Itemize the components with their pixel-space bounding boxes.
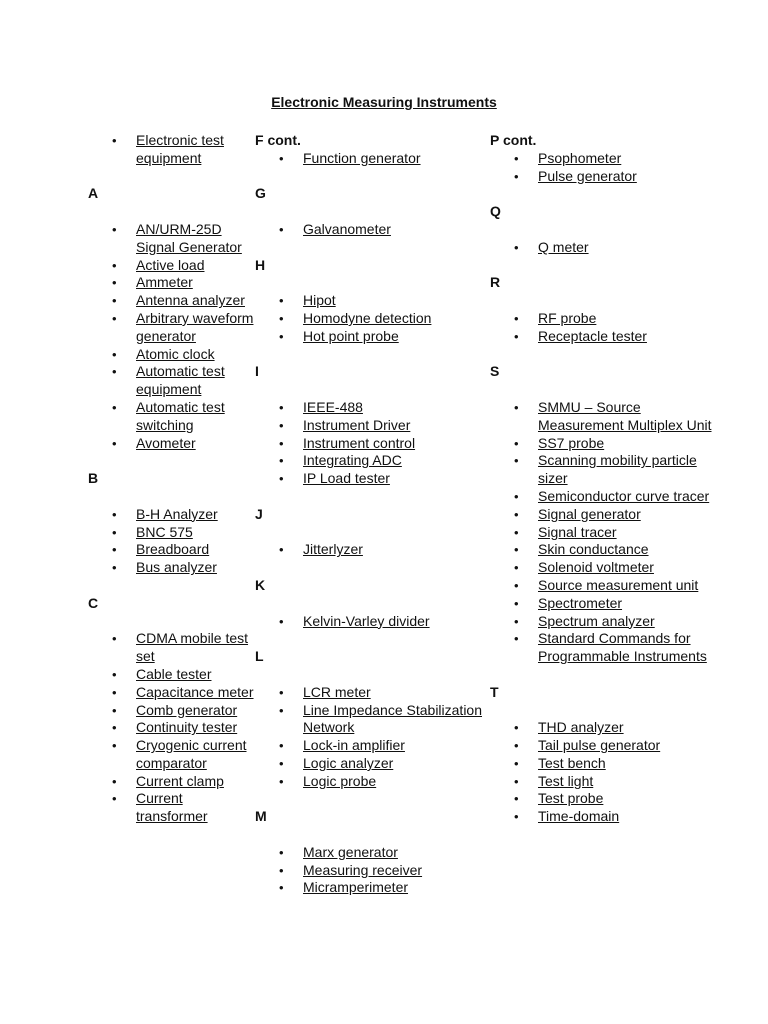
link-list [490, 399, 730, 666]
section-heading: S [490, 363, 500, 380]
section-heading: G [255, 185, 266, 202]
link-list [255, 221, 485, 239]
bullet-icon: • [514, 560, 519, 576]
section [255, 577, 485, 630]
section [255, 257, 485, 346]
list-item [490, 790, 730, 808]
instrument-link[interactable]: Semiconductor curve tracer [538, 487, 710, 504]
section [490, 203, 730, 256]
instrument-link[interactable]: Scanning mobility particle sizer [538, 452, 697, 487]
instrument-link[interactable]: Spectrum analyzer [538, 612, 655, 629]
bullet-icon: • [279, 221, 284, 237]
instrument-link[interactable]: Kelvin-Varley divider [303, 612, 430, 629]
list-item [255, 737, 485, 755]
section [88, 185, 254, 452]
instrument-link[interactable]: Cryogenic current comparator [136, 737, 247, 771]
link-list [490, 310, 730, 346]
instrument-link[interactable]: IEEE-488 [303, 398, 363, 415]
bullet-icon: • [514, 720, 519, 736]
link-list [255, 684, 485, 791]
section-heading: B [88, 470, 99, 487]
bullet-icon: • [514, 488, 519, 504]
bullet-icon: • [112, 221, 117, 237]
bullet-icon: • [279, 755, 284, 771]
bullet-icon: • [514, 631, 519, 647]
list-item [88, 346, 254, 364]
bullet-icon: • [112, 773, 117, 789]
instrument-link[interactable]: Electronic test equipment [136, 132, 224, 166]
link-list [88, 506, 254, 577]
bullet-icon: • [279, 435, 284, 451]
list-item [88, 132, 254, 168]
list-item [88, 790, 254, 826]
section [255, 506, 485, 559]
instrument-link[interactable]: Jitterlyzer [303, 541, 363, 558]
instrument-link[interactable]: Lock-in amplifier [303, 737, 405, 754]
instrument-link[interactable]: Source measurement unit [538, 576, 699, 593]
instrument-link[interactable]: Ammeter [136, 274, 193, 291]
list-item [255, 328, 485, 346]
bullet-icon: • [112, 631, 117, 647]
list-item [88, 221, 254, 257]
bullet-icon: • [279, 738, 284, 754]
bullet-icon: • [279, 844, 284, 860]
list-item [490, 239, 730, 257]
bullet-icon: • [112, 684, 117, 700]
list-item [490, 595, 730, 613]
bullet-icon: • [279, 293, 284, 309]
section [255, 808, 485, 897]
link-list [88, 630, 254, 826]
list-item [255, 541, 485, 559]
bullet-icon: • [279, 880, 284, 896]
instrument-link[interactable]: Spectrometer [538, 594, 623, 611]
instrument-link[interactable]: Continuity tester [136, 719, 238, 736]
bullet-icon: • [112, 293, 117, 309]
bullet-icon: • [112, 702, 117, 718]
list-item [255, 417, 485, 435]
bullet-icon: • [279, 150, 284, 166]
instrument-link[interactable]: Skin conductance [538, 541, 649, 558]
list-item [490, 541, 730, 559]
bullet-icon: • [514, 773, 519, 789]
list-item [88, 435, 254, 453]
bullet-icon: • [112, 738, 117, 754]
list-item [490, 524, 730, 542]
instrument-link[interactable]: Current transformer [136, 790, 208, 825]
list-item [490, 328, 730, 346]
list-item [490, 399, 730, 435]
section-heading: P cont. [490, 132, 537, 148]
instrument-link[interactable]: Micramperimeter [303, 879, 409, 896]
bullet-icon: • [279, 684, 284, 700]
section-heading: H [255, 256, 266, 273]
link-list [255, 292, 485, 345]
list-item [255, 879, 485, 897]
list-item [88, 719, 254, 737]
list-item [88, 363, 254, 399]
list-item [255, 613, 485, 631]
instrument-link[interactable]: Active load [136, 256, 205, 273]
bullet-icon: • [279, 310, 284, 326]
bullet-icon: • [279, 862, 284, 878]
instrument-link[interactable]: THD analyzer [538, 719, 624, 736]
column-2 [255, 132, 485, 915]
bullet-icon: • [514, 809, 519, 825]
bullet-icon: • [514, 506, 519, 522]
bullet-icon: • [279, 453, 284, 469]
link-list [255, 541, 485, 559]
instrument-link[interactable]: Instrument Driver [303, 416, 411, 433]
list-item [490, 150, 730, 168]
bullet-icon: • [112, 364, 117, 380]
link-list [255, 844, 485, 897]
instrument-link[interactable]: Hipot [303, 292, 336, 309]
instrument-link[interactable]: Atomic clock [136, 345, 215, 362]
instrument-link[interactable]: Time-domain [538, 808, 620, 825]
instrument-link[interactable]: Marx generator [303, 843, 398, 860]
list-item [255, 684, 485, 702]
link-list [255, 150, 485, 168]
section-heading: C [88, 594, 99, 611]
list-item [255, 470, 485, 488]
section [88, 595, 254, 826]
bullet-icon: • [514, 595, 519, 611]
column-3 [490, 132, 730, 844]
section [490, 684, 730, 826]
instrument-link[interactable]: B-H Analyzer [136, 505, 218, 522]
bullet-icon: • [279, 542, 284, 558]
list-item [490, 168, 730, 186]
list-item [88, 702, 254, 720]
list-item [490, 808, 730, 826]
list-item [255, 399, 485, 417]
instrument-link[interactable]: Bus analyzer [136, 559, 217, 576]
section [255, 363, 485, 488]
instrument-link[interactable]: Automatic test equipment [136, 363, 225, 398]
list-item [88, 506, 254, 524]
section [490, 274, 730, 345]
list-item [88, 630, 254, 666]
list-item [490, 559, 730, 577]
section [255, 132, 485, 168]
instrument-link[interactable]: Avometer [136, 434, 196, 451]
list-item [490, 506, 730, 524]
link-list [255, 613, 485, 631]
list-item [88, 666, 254, 684]
bullet-icon: • [112, 346, 117, 362]
instrument-link[interactable]: Homodyne detection [303, 309, 432, 326]
instrument-link[interactable]: Antenna analyzer [136, 292, 245, 309]
bullet-icon: • [112, 275, 117, 291]
section-heading: K [255, 576, 266, 593]
section-heading: M [255, 808, 267, 825]
instrument-link[interactable]: SMMU – Source Measurement Multiplex Unit [538, 398, 712, 433]
list-item [490, 773, 730, 791]
bullet-icon: • [112, 524, 117, 540]
section [490, 132, 730, 185]
instrument-link[interactable]: Current clamp [136, 772, 224, 789]
instrument-link[interactable]: Signal generator [538, 505, 641, 522]
bullet-icon: • [514, 150, 519, 166]
list-item [255, 773, 485, 791]
bullet-icon: • [514, 168, 519, 184]
list-item [88, 559, 254, 577]
instrument-link[interactable]: Instrument control [303, 434, 416, 451]
list-item [255, 150, 485, 168]
instrument-link[interactable]: Function generator [303, 149, 421, 166]
instrument-link[interactable]: Test probe [538, 790, 604, 807]
bullet-icon: • [514, 239, 519, 255]
bullet-icon: • [279, 399, 284, 415]
list-item [255, 862, 485, 880]
list-item [490, 310, 730, 328]
instrument-link[interactable]: Comb generator [136, 701, 238, 718]
bullet-icon: • [514, 435, 519, 451]
instrument-link[interactable]: Signal tracer [538, 523, 617, 540]
instrument-link[interactable]: Measuring receiver [303, 861, 423, 878]
instrument-link[interactable]: SS7 probe [538, 434, 605, 451]
instrument-link[interactable]: Automatic test switching [136, 398, 225, 433]
list-item [490, 755, 730, 773]
bullet-icon: • [112, 560, 117, 576]
list-item [490, 435, 730, 453]
instrument-link[interactable]: Galvanometer [303, 220, 391, 237]
bullet-icon: • [112, 506, 117, 522]
bullet-icon: • [514, 738, 519, 754]
instrument-link[interactable]: Cable tester [136, 665, 212, 682]
bullet-icon: • [279, 773, 284, 789]
bullet-icon: • [279, 417, 284, 433]
instrument-link[interactable]: Logic analyzer [303, 754, 394, 771]
list-item [88, 524, 254, 542]
list-item [490, 613, 730, 631]
section-heading: I [255, 363, 259, 380]
column-1 [88, 132, 254, 844]
list-item [88, 737, 254, 773]
list-item [490, 630, 730, 666]
bullet-icon: • [112, 435, 117, 451]
instrument-link[interactable]: Integrating ADC [303, 452, 402, 469]
page-title: Electronic Measuring Instruments [271, 94, 497, 110]
instrument-link[interactable]: RF probe [538, 309, 597, 326]
list-item [490, 737, 730, 755]
instrument-link[interactable]: Logic probe [303, 772, 377, 789]
list-item [255, 310, 485, 328]
list-item [490, 719, 730, 737]
section [490, 363, 730, 666]
instrument-link[interactable]: Solenoid voltmeter [538, 559, 654, 576]
instrument-link[interactable]: Line Impedance Stabilization Network [303, 701, 483, 736]
section-heading: F cont. [255, 132, 301, 148]
bullet-icon: • [112, 310, 117, 326]
list-item [88, 274, 254, 292]
list-item [255, 435, 485, 453]
section [255, 648, 485, 790]
section-heading: J [255, 505, 263, 522]
instrument-link[interactable]: Hot point probe [303, 327, 399, 344]
section [255, 185, 485, 238]
bullet-icon: • [514, 755, 519, 771]
section [88, 470, 254, 577]
instrument-link[interactable]: Arbitrary waveform generator [136, 309, 254, 344]
section [88, 132, 254, 168]
list-item [255, 292, 485, 310]
bullet-icon: • [112, 133, 117, 148]
instrument-link[interactable]: Receptacle tester [538, 327, 647, 344]
instrument-link[interactable]: Pulse generator [538, 167, 637, 184]
list-item [88, 292, 254, 310]
bullet-icon: • [514, 577, 519, 593]
instrument-link[interactable]: Q meter [538, 238, 589, 255]
list-item [490, 488, 730, 506]
bullet-icon: • [112, 666, 117, 682]
bullet-icon: • [112, 257, 117, 273]
instrument-link[interactable]: Test light [538, 772, 594, 789]
list-item [255, 702, 485, 738]
link-list [88, 221, 254, 452]
bullet-icon: • [514, 453, 519, 469]
bullet-icon: • [514, 399, 519, 415]
bullet-icon: • [514, 328, 519, 344]
section-heading: T [490, 683, 499, 700]
list-item [255, 844, 485, 862]
instrument-link[interactable]: LCR meter [303, 683, 371, 700]
instrument-link[interactable]: IP Load tester [303, 470, 390, 487]
link-list [255, 399, 485, 488]
list-item [490, 452, 730, 488]
instrument-link[interactable]: Psophometer [538, 149, 622, 166]
list-item [88, 310, 254, 346]
link-list [490, 719, 730, 826]
list-item [255, 452, 485, 470]
link-list [490, 239, 730, 257]
list-item [88, 399, 254, 435]
link-list [490, 150, 730, 186]
bullet-icon: • [514, 791, 519, 807]
instrument-link[interactable]: AN/URM-25D Signal Generator [136, 220, 242, 255]
instrument-link[interactable]: Capacitance meter [136, 683, 254, 700]
list-item [88, 541, 254, 559]
bullet-icon: • [279, 702, 284, 718]
bullet-icon: • [112, 720, 117, 736]
bullet-icon: • [112, 399, 117, 415]
bullet-icon: • [514, 310, 519, 326]
bullet-icon: • [279, 471, 284, 487]
instrument-link[interactable]: Breadboard [136, 541, 210, 558]
bullet-icon: • [112, 791, 117, 807]
bullet-icon: • [112, 542, 117, 558]
bullet-icon: • [514, 613, 519, 629]
instrument-link[interactable]: Tail pulse generator [538, 737, 661, 754]
bullet-icon: • [279, 613, 284, 629]
instrument-link[interactable]: BNC 575 [136, 523, 193, 540]
section-heading: A [88, 185, 99, 202]
bullet-icon: • [279, 328, 284, 344]
instrument-link[interactable]: Test bench [538, 754, 606, 771]
bullet-icon: • [514, 542, 519, 558]
section-heading: R [490, 274, 501, 291]
section-heading: L [255, 648, 264, 665]
list-item [88, 684, 254, 702]
link-list [88, 132, 254, 168]
list-item [255, 221, 485, 239]
instrument-link[interactable]: Standard Commands for Programmable Instruments [538, 630, 707, 665]
section-heading: Q [490, 203, 501, 220]
instrument-link[interactable]: CDMA mobile test set [136, 630, 249, 665]
list-item [490, 577, 730, 595]
list-item [88, 773, 254, 791]
bullet-icon: • [514, 524, 519, 540]
list-item [255, 755, 485, 773]
list-item [88, 257, 254, 275]
